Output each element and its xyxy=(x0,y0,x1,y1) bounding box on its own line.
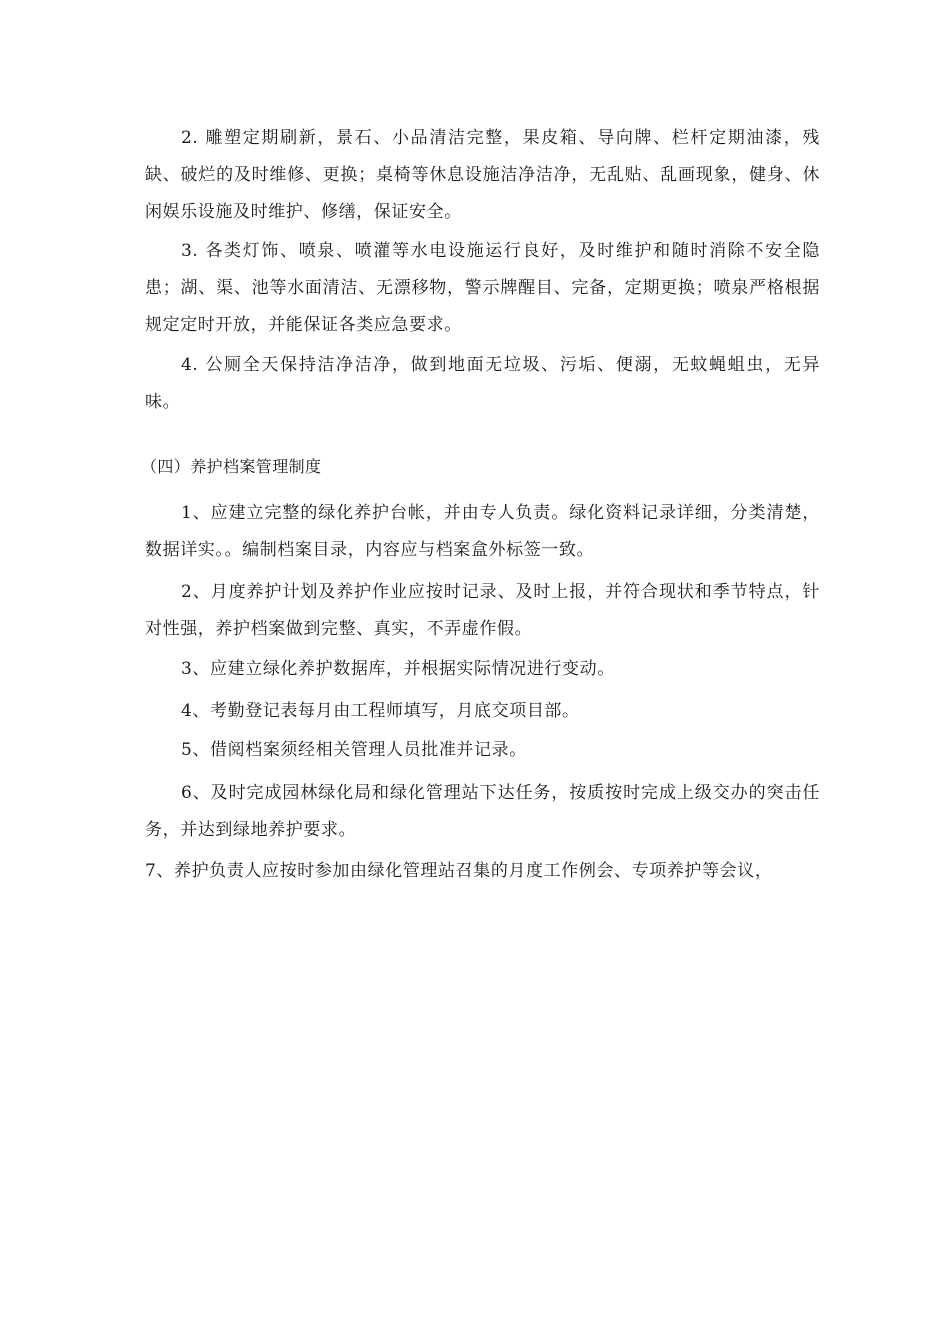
archive-item-7: 7、养护负责人应按时参加由绿化管理站召集的月度工作例会、专项养护等会议， xyxy=(145,861,773,881)
archive-item-3: 3、应建立绿化养护数据库，并根据实际情况进行变动。 xyxy=(181,659,615,679)
archive-item-1: 1、应建立完整的绿化养护台帐，并由专人负责。绿化资料记录详细，分类清楚，数据详实。。编制档案目录，内容应与档案盒外标签一致。 xyxy=(145,503,820,560)
section-heading: （四）养护档案管理制度 xyxy=(141,457,322,476)
paragraph-item-3: 3. 各类灯饰、喷泉、喷灌等水电设施运行良好，及时维护和随时消除不安全隐患；湖、渠、池等水面清洁、无漂移物，警示牌醒目、完备，定期更换；喷泉严格根据规定定时开放，并能保证各类应急要求。 xyxy=(145,241,820,335)
paragraph-item-2: 2. 雕塑定期刷新，景石、小品清洁完整，果皮箱、导向牌、栏杆定期油漆，残缺、破烂的及时维修、更换；桌椅等休息设施洁净洁净，无乱贴、乱画现象，健身、休闲娱乐设施及时维护、修缮，保证安全。 xyxy=(145,128,820,222)
archive-item-5: 5、借阅档案须经相关管理人员批准并记录。 xyxy=(181,740,527,760)
archive-item-2: 2、月度养护计划及养护作业应按时记录、及时上报，并符合现状和季节特点，针对性强，养护档案做到完整、真实，不弄虚作假。 xyxy=(145,582,820,639)
archive-item-6: 6、及时完成园林绿化局和绿化管理站下达任务，按质按时完成上级交办的突击任务，并达到绿地养护要求。 xyxy=(145,783,820,840)
paragraph-item-4: 4. 公厕全天保持洁净洁净，做到地面无垃圾、污垢、便溺，无蚊蝇蛆虫，无异味。 xyxy=(145,355,820,412)
archive-item-4: 4、考勤登记表每月由工程师填写，月底交项目部。 xyxy=(181,701,580,721)
